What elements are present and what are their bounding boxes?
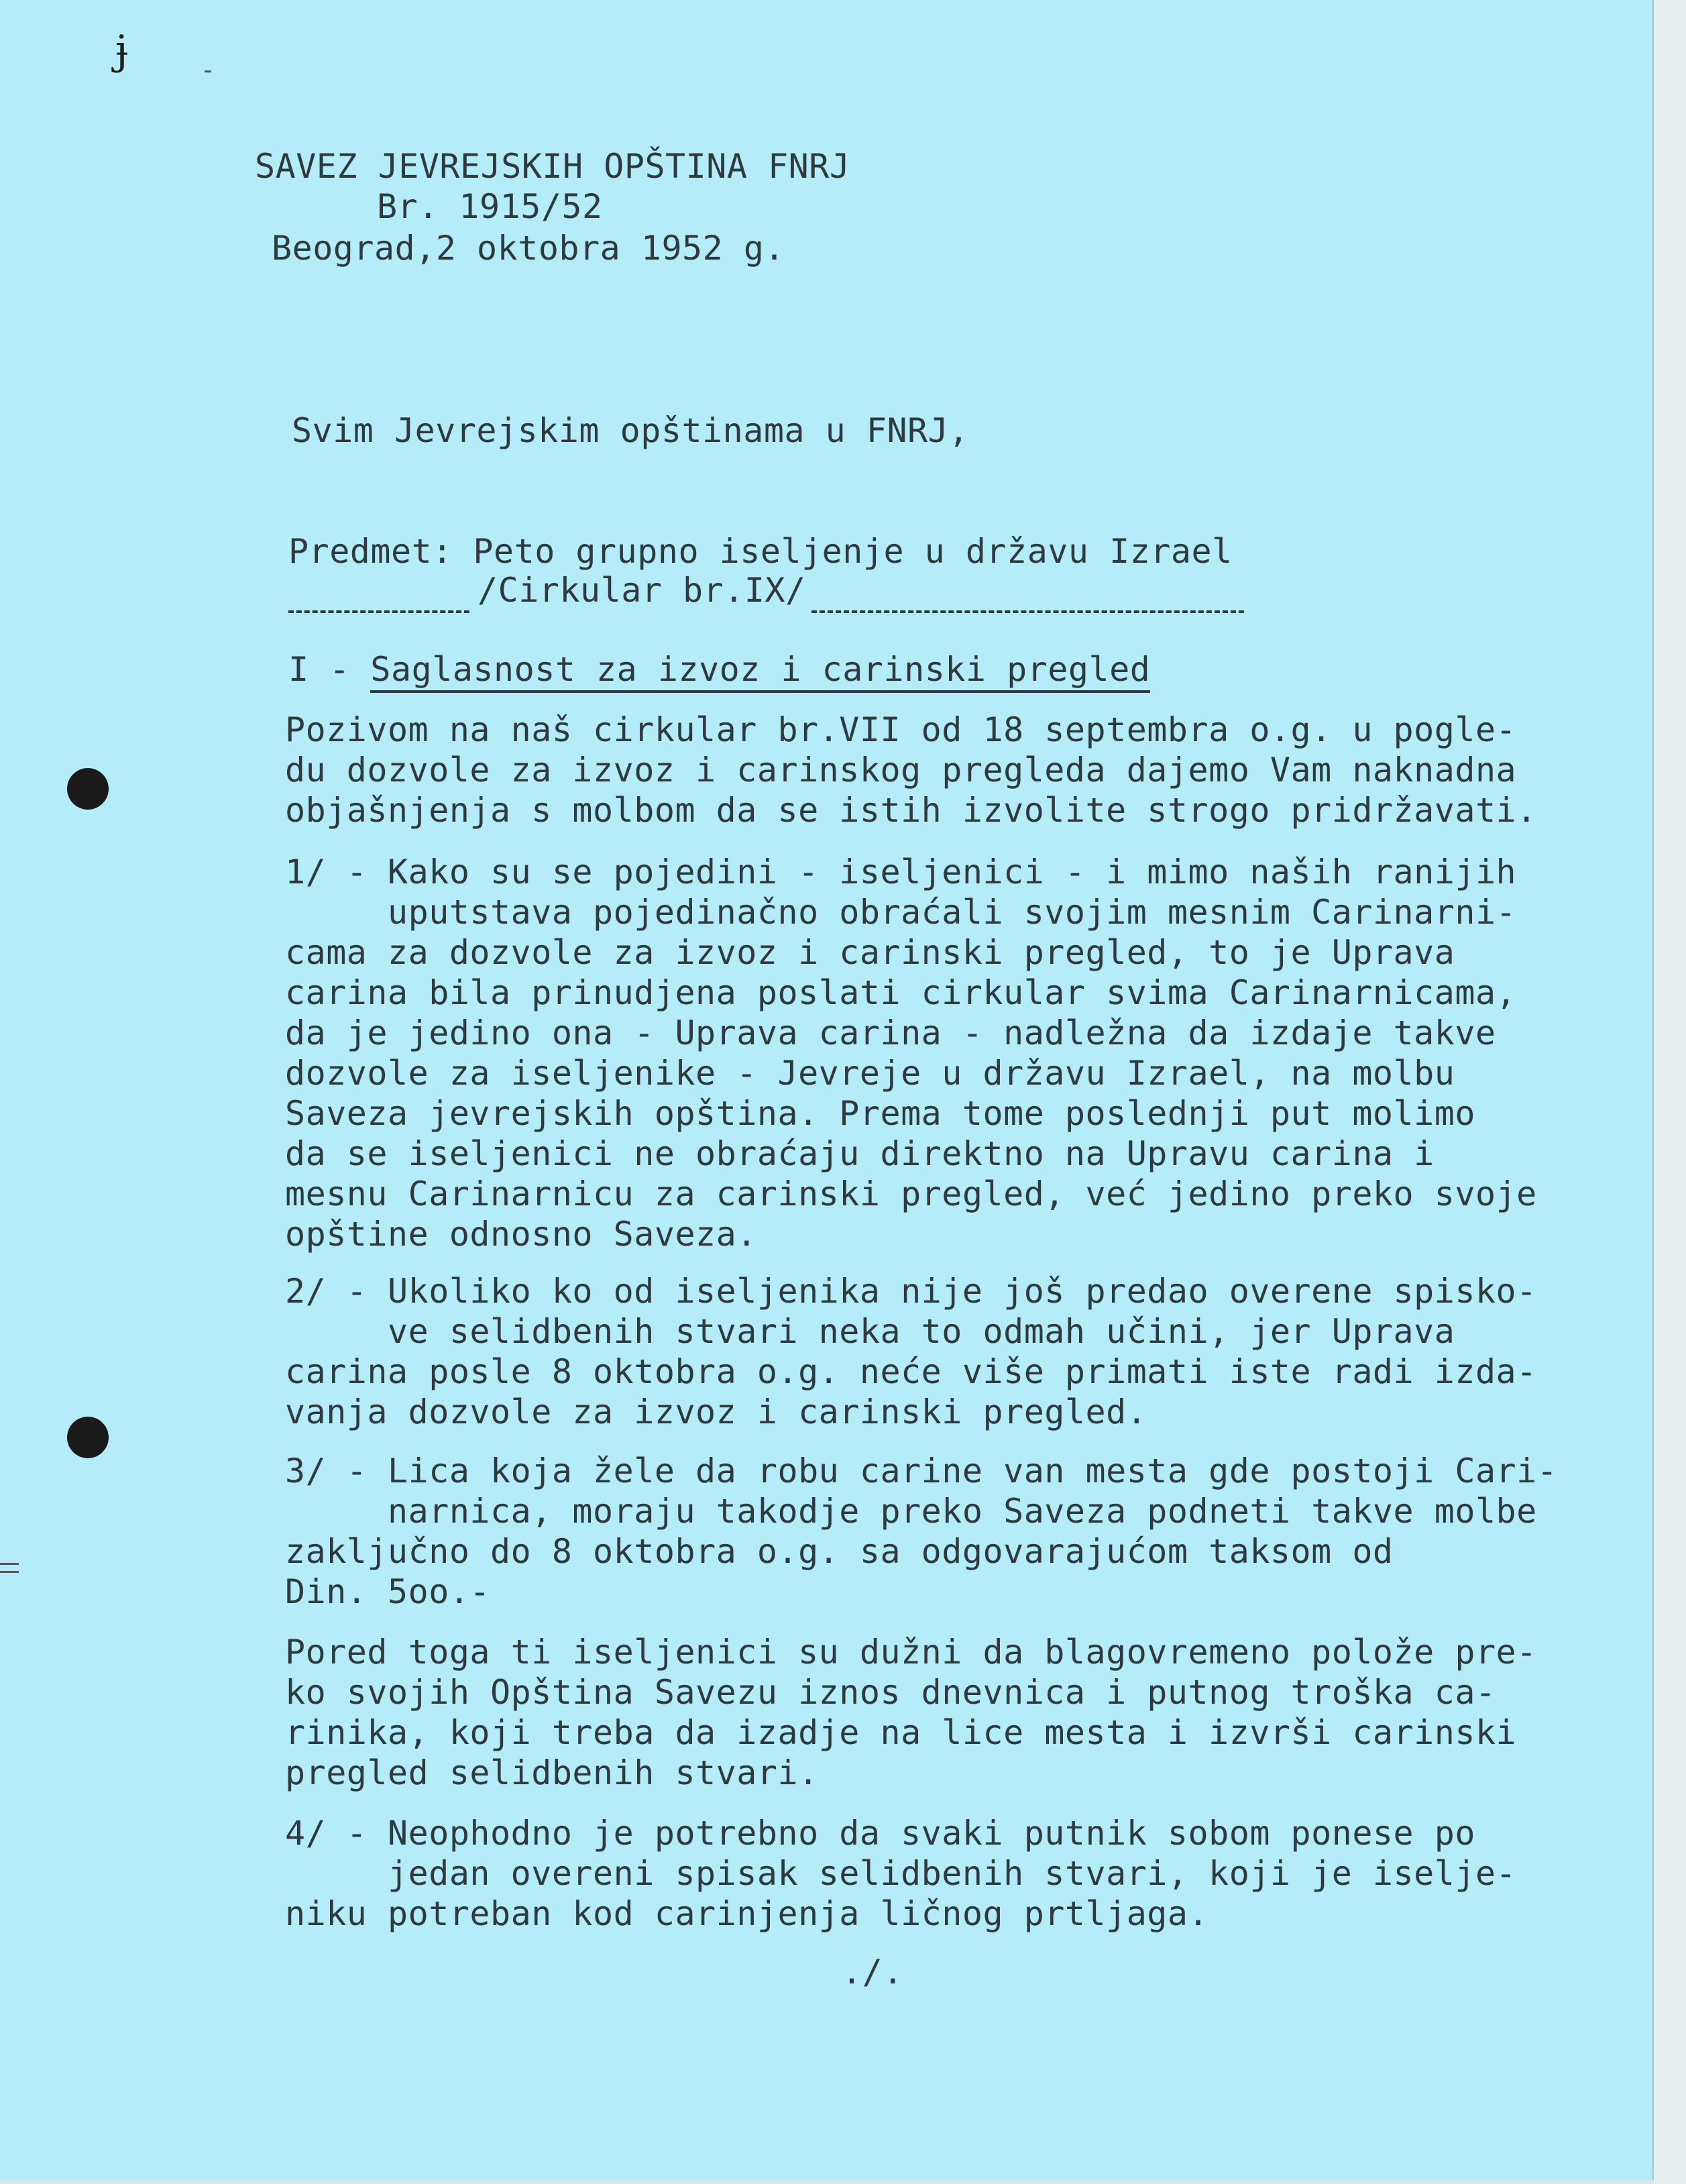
page-speck <box>205 70 211 72</box>
point3-line-1: 3/ - Lica koja žele da robu carine van mesta gde postoji Cari- <box>285 1452 1558 1490</box>
point1-line-10: opštine odnosno Saveza. <box>285 1215 757 1254</box>
point1-line-4: carina bila prinudjena poslati cirkular svima Carinarnicama, <box>285 973 1517 1012</box>
point2-line-2: ve selidbenih stvari neka to odmah učini, jer Uprava <box>285 1312 1455 1351</box>
handwritten-mark: ɉ <box>115 27 128 74</box>
point1-line-3: cama za dozvole za izvoz i carinski pregled, to je Uprava <box>285 933 1455 972</box>
section-title <box>288 649 1150 690</box>
point1-line-6: dozvole za iseljenike - Jevreje u državu Izrael, na molbu <box>285 1054 1455 1093</box>
point4-line-3: niku potreban kod carinjenja ličnog prtljaga. <box>285 1894 1209 1933</box>
point1-line-5: da je jedino ona - Uprava carina - nadležna da izdaje takve <box>285 1014 1496 1052</box>
paragraph-line-3: rinika, koji treba da izadje na lice mesta i izvrši carinski <box>285 1713 1517 1752</box>
intro-line-1: Pozivom na naš cirkular br.VII od 18 septembra o.g. u pogle- <box>285 710 1517 749</box>
intro-line-2: du dozvole za izvoz i carinskog pregleda dajemo Vam naknadna <box>285 751 1517 789</box>
org-name: SAVEZ JEVREJSKIH OPŠTINA FNRJ <box>255 147 850 186</box>
point3-line-4: Din. 5oo.- <box>285 1572 491 1611</box>
paragraph-line-1: Pored toga ti iseljenici su dužni da blagovremeno polože pre- <box>285 1633 1537 1672</box>
section-number: I - <box>288 650 371 689</box>
paragraph-line-2: ko svojih Opština Savezu iznos dnevnica i putnog troška ca- <box>285 1673 1496 1712</box>
point3-line-2: narnica, moraju takodje preko Saveza podneti takve molbe <box>285 1492 1537 1531</box>
point1-line-8: da se iseljenici ne obraćaju direktno na Upravu carina i <box>285 1134 1435 1173</box>
continuation-mark: ./. <box>842 1953 903 1991</box>
subject-ref: /Cirkular br.IX/ <box>477 571 806 610</box>
section-title-text: Saglasnost za izvoz i carinski pregled <box>370 650 1150 693</box>
place-date: Beograd,2 oktobra 1952 g. <box>272 229 785 268</box>
paragraph-line-4: pregled selidbenih stvari. <box>285 1753 819 1792</box>
reference-number: Br. 1915/52 <box>377 187 603 226</box>
point4-line-1: 4/ - Neophodno je potrebno da svaki putnik sobom ponese po <box>285 1814 1475 1853</box>
point1-line-1: 1/ - Kako su se pojedini - iseljenici - i mimo naših ranijih <box>285 853 1517 891</box>
point4-line-2: jedan overeni spisak selidbenih stvari, koji je iselje- <box>285 1854 1517 1893</box>
scan-edge <box>1654 0 1686 2184</box>
salutation: Svim Jevrejskim opštinama u FNRJ, <box>292 411 969 450</box>
point1-line-9: mesnu Carinarnicu za carinski pregled, već jedino preko svoje <box>285 1175 1537 1213</box>
subject-rule-right <box>811 610 1244 613</box>
point2-line-4: vanja dozvole za izvoz i carinski pregled. <box>285 1393 1147 1431</box>
subject-line: Predmet: Peto grupno iseljenje u državu Izrael <box>288 532 1233 571</box>
point2-line-3: carina posle 8 oktobra o.g. neće više primati iste radi izda- <box>285 1352 1537 1391</box>
point1-line-2: uputstava pojedinačno obraćali svojim mesnim Carinarni- <box>285 893 1517 932</box>
margin-tick <box>0 1563 19 1565</box>
punch-hole-bottom <box>67 1417 109 1458</box>
punch-hole-top <box>67 768 109 810</box>
point3-line-3: zaključno do 8 oktobra o.g. sa odgovarajućom taksom od <box>285 1532 1394 1571</box>
margin-tick <box>0 1571 19 1573</box>
point1-line-7: Saveza jevrejskih opština. Prema tome poslednji put molimo <box>285 1094 1475 1133</box>
intro-line-3: objašnjenja s molbom da se istih izvolite strogo pridržavati. <box>285 791 1537 830</box>
point2-line-1: 2/ - Ukoliko ko od iseljenika nije još predao overene spisko- <box>285 1272 1537 1311</box>
subject-rule-left <box>288 610 469 613</box>
